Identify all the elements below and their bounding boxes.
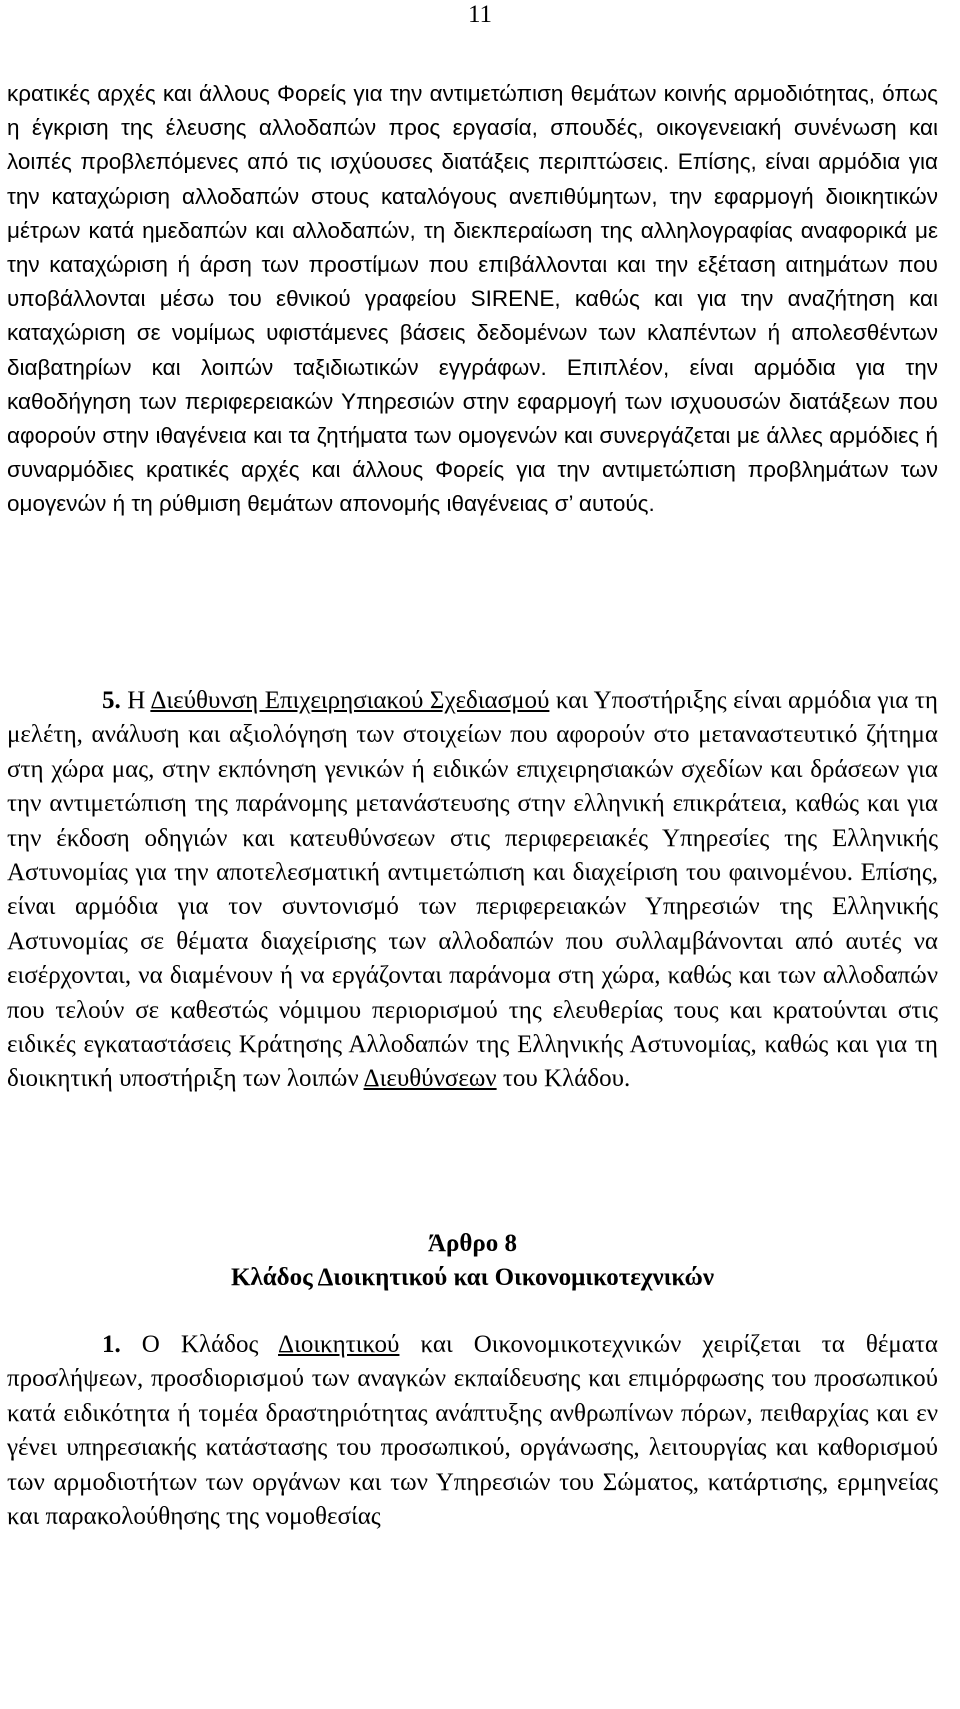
paragraph-number: 5. [102, 687, 121, 714]
paragraph-article-8-1 [7, 1328, 938, 1534]
article-subtitle: Κλάδος Διοικητικού και Οικονομικοτεχνικών [231, 1264, 714, 1291]
paragraph-lead: Η [127, 687, 151, 714]
directorate-name: Διεύθυνση Επιχειρησιακού Σχεδιασμού [150, 687, 550, 714]
branch-name: Διοικητικού [278, 1331, 400, 1358]
paragraph-number: 1. [102, 1331, 121, 1358]
paragraph-tail: του Κλάδου. [496, 1065, 631, 1093]
paragraph-section-5 [7, 684, 938, 1097]
paragraph-body: και Υποστήριξης είναι αρμόδια για τη μελέτη, ανάλυση και αξιολόγηση των στοιχείων που αφορούν στο μεταναστευτικό ζήτημα στη χώρα μας, στην εκπόνηση γενικών ή ειδικών επιχειρησιακών σχεδίων και δράσεων για την αντιμετώπιση της παράνομης μετανάστευσης στην ελληνική επικράτεια, καθώς και για την έκδοση οδηγιών και κατευθύνσεων στις περιφερειακές Υπηρεσίες της Ελληνικής Αστυνομίας για την αποτελεσματική αντιμετώπιση και διαχείριση του φαινομένου. Επίσης, είναι αρμόδια για τον συντονισμό των περιφερειακών Υπηρεσιών της Ελληνικής Αστυνομίας σε θέματα διαχείρισης των αλλοδαπών που συλλαμβάνονται από αυτές να εισέρχονται, να διαμένουν ή να εργάζονται παράνομα στη χώρα, καθώς και των αλλοδαπών που τελούν σε καθεστώς νόμιμου περιορισμού της ελευθερίας τους και κρατούνται στις ειδικές εγκαταστάσεις Κράτησης Αλλοδαπών της Ελληνικής Αστυνομίας, καθώς και για τη διοικητική υποστήριξη των λοιπών [7, 687, 938, 1093]
directorates-term: Διευθύνσεων [363, 1065, 497, 1093]
paragraph-body: και Οικονομικοτεχνικών χειρίζεται τα θέματα προσλήψεων, προσδιορισμού των αναγκών εκπαίδευσης και επιμόρφωσης του προσωπικού κατά ειδικότητα ή τομέα δραστηριότητας ανάπτυξης ανθρωπίνων πόρων, πειθαρχίας και εν γένει υπηρεσιακής κατάστασης του προσωπικού, οργάνωσης, λειτουργίας και καθορισμού των αρμοδιοτήτων των οργάνων και των Υπηρεσιών του Σώματος, κατάρτισης, ερμηνείας και παρακολούθησης της νομοθεσίας [7, 1331, 938, 1531]
paragraph-continuation: κρατικές αρχές και άλλους Φορείς για την αντιμετώπιση θεμάτων κοινής αρμοδιότητας, όπως η έγκριση της έλευσης αλλοδαπών προς εργασία, σπουδές, οικογενειακή συνένωση και λοιπές προβλεπόμενες από τις ισχύουσες διατάξεις περιπτώσεις. Επίσης, είναι αρμόδια για την καταχώριση αλλοδαπών στους καταλόγους ανεπιθύμητων, την εφαρμογή διοικητικών μέτρων κατά ημεδαπών και αλλοδαπών, τη διεκπεραίωση της αλληλογραφίας αναφορικά με την καταχώριση ή άρση των προστίμων που επιβάλλονται και την εξέταση αιτημάτων που υποβάλλονται μέσω του εθνικού γραφείου SIRENE, καθώς και για την αναζήτηση και καταχώριση σε νομίμως υφιστάμενες βάσεις δεδομένων των κλαπέντων ή απολεσθέντων διαβατηρίων και λοιπών ταξιδιωτικών εγγράφων. Επιπλέον, είναι αρμόδια για την καθοδήγηση των περιφερειακών Υπηρεσιών στην εφαρμογή των ισχυουσών διατάξεων που αφορούν στην ιθαγένεια και τα ζητήματα των ομογενών και συνεργάζεται με άλλες αρμόδιες ή συναρμόδιες κρατικές αρχές και άλλους Φορείς για την αντιμετώπιση προβλημάτων των ομογενών ή τη ρύθμιση θεμάτων απονομής ιθαγένειας σ’ αυτούς. [7, 81, 938, 517]
article-title: Άρθρο 8 [427, 1230, 518, 1257]
page-number: 11 [467, 1, 493, 28]
article-heading [7, 1227, 938, 1295]
paragraph-lead: Ο Κλάδος [141, 1331, 279, 1358]
